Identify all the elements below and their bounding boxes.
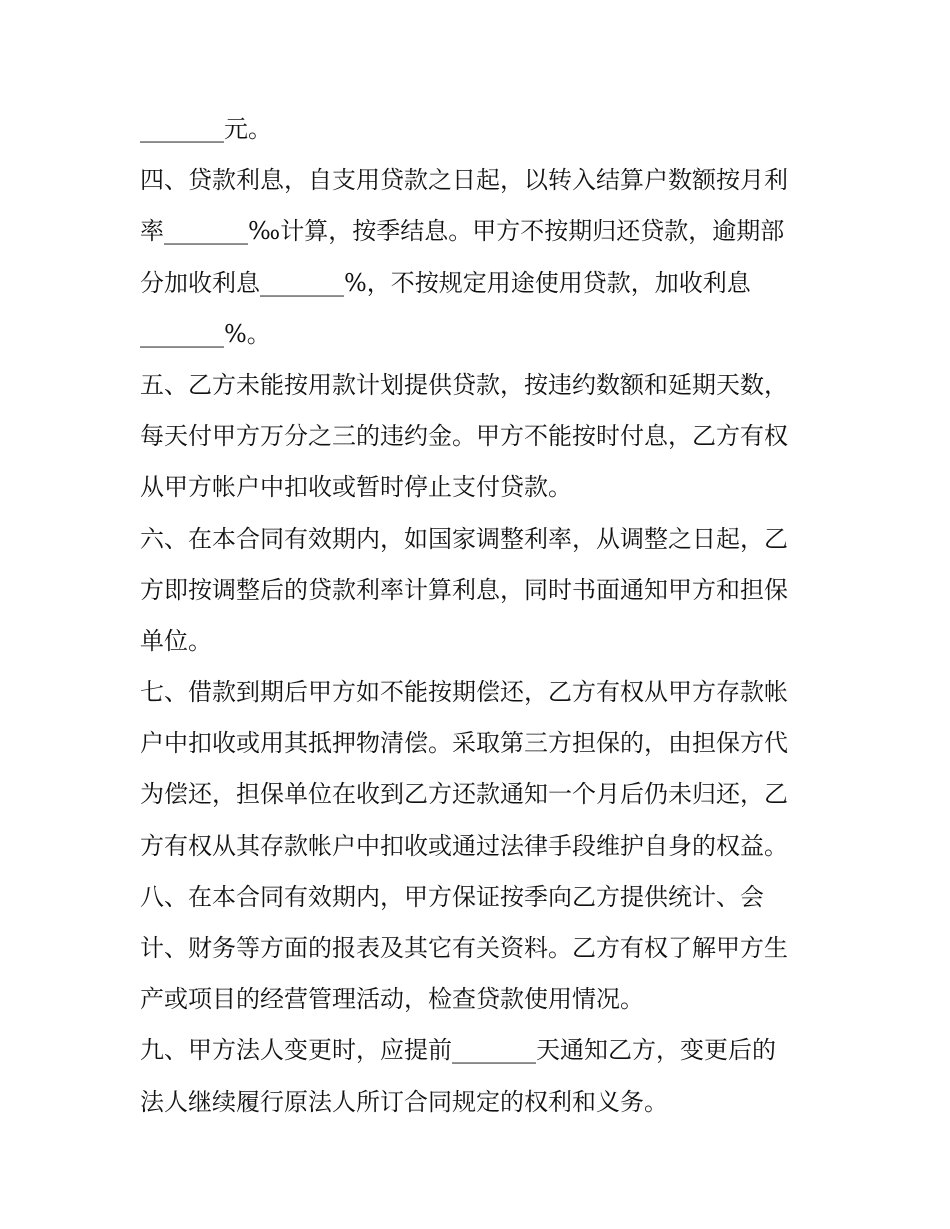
text-line: 计、财务等方面的报表及其它有关资料。乙方有权了解甲方生 [140, 934, 788, 962]
text-line: 单位。 [140, 626, 212, 655]
text-line: 八、在本合同有效期内，甲方保证按季向乙方提供统计、会 [140, 882, 764, 911]
text-line: 分加收利息_______%，不按规定用途使用贷款，加收利息 [140, 268, 751, 297]
text-line: 五、乙方未能按用款计划提供贷款，按违约数额和延期天数， [140, 370, 788, 399]
text-line: 每天付甲方万分之三的违约金。甲方不能按时付息，乙方有权 [140, 422, 788, 451]
text-line: _______%。 [140, 319, 271, 348]
text-line: 七、借款到期后甲方如不能按期偿还，乙方有权从甲方存款帐 [140, 678, 788, 707]
text-line: 产或项目的经营管理活动，检查贷款使用情况。 [140, 985, 644, 1014]
text-line: 方有权从其存款帐户中扣收或通过法律手段维护自身的权益。 [140, 831, 788, 860]
document-body [140, 104, 820, 1128]
text-line: 方即按调整后的贷款利率计算利息，同时书面通知甲方和担保 [140, 575, 788, 604]
text-line: 率_______‰计算，按季结息。甲方不按期归还贷款，逾期部 [140, 217, 785, 246]
text-line: 六、在本合同有效期内，如国家调整利率，从调整之日起，乙 [140, 524, 788, 553]
text-line: _______元。 [140, 115, 272, 143]
text-line: 户中扣收或用其抵押物清偿。采取第三方担保的，由担保方代 [140, 729, 788, 758]
text-line: 九、甲方法人变更时，应提前_______天通知乙方，变更后的 [140, 1036, 776, 1065]
text-line: 四、贷款利息，自支用贷款之日起，以转入结算户数额按月利 [140, 166, 788, 195]
text-line: 从甲方帐户中扣收或暂时停止支付贷款。 [140, 473, 572, 502]
text-line: 法人继续履行原法人所订合同规定的权利和义务。 [140, 1087, 668, 1116]
text-line: 为偿还，担保单位在收到乙方还款通知一个月后仍未归还，乙 [140, 780, 788, 809]
